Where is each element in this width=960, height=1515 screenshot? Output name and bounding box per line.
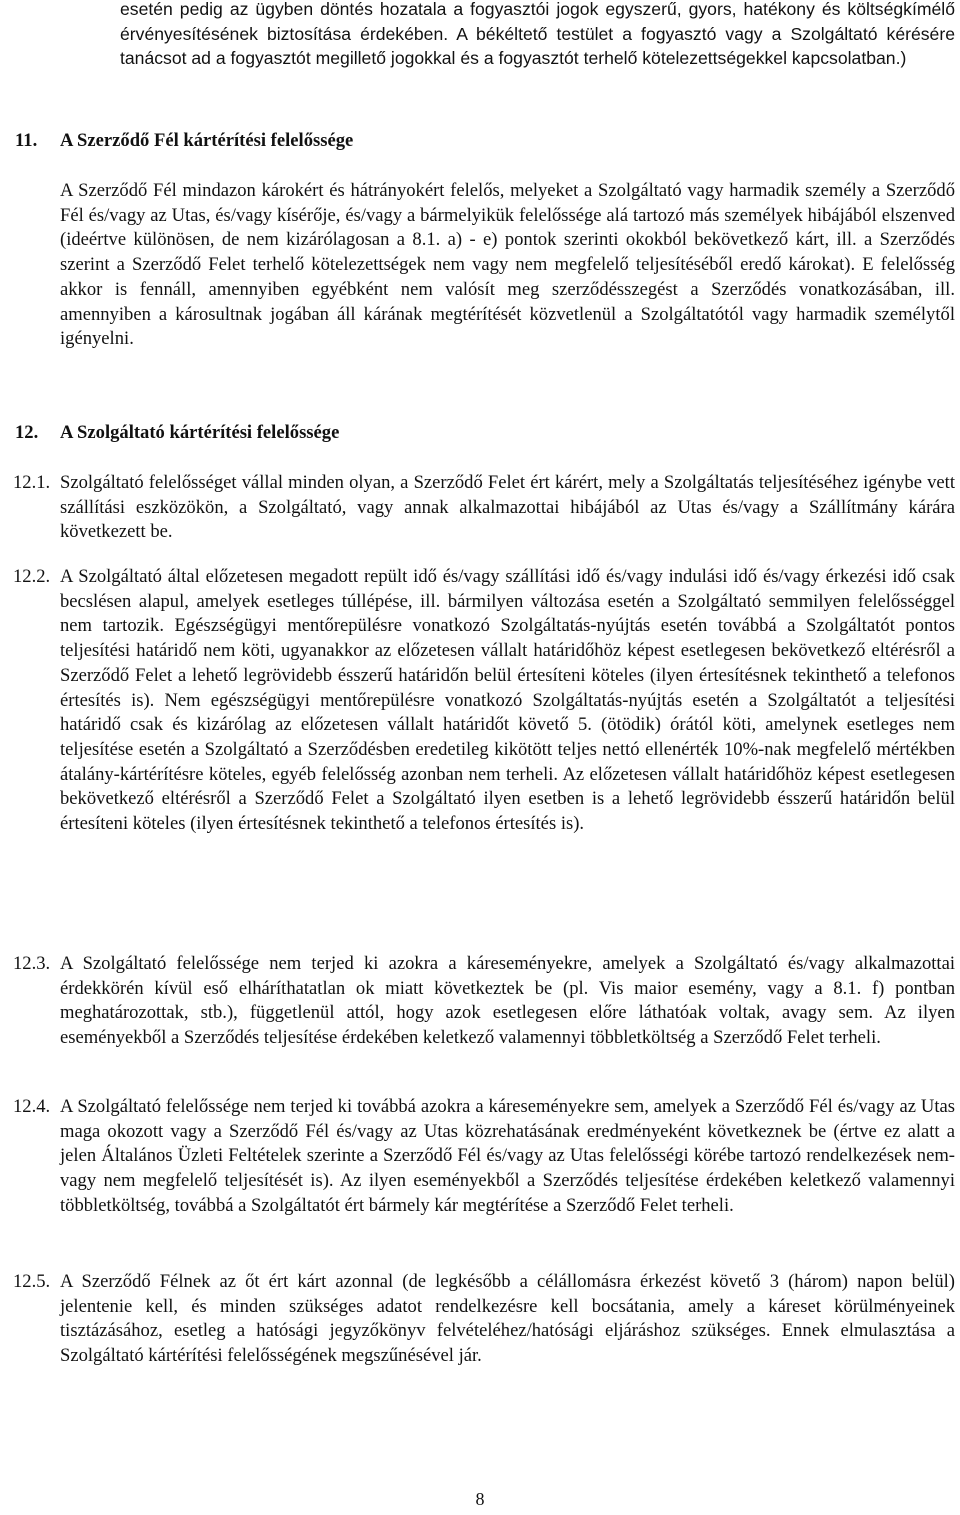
section-12-title: A Szolgáltató kártérítési felelőssége bbox=[60, 422, 340, 443]
clause-12-3-text: A Szolgáltató felelőssége nem terjed ki azokra a káreseményekre, amelyek a Szolgáltató és/vagy alkalmazottai érdekkörén kívül eső elháríthatatlan ok miatt következtek be (pl. Vis maior esemény, vagy a 8.1. f) pontban meghatározottak, stb.), függetlenül attól, hogy azok esetlegesen előre láthatóak voltak, avagy sem. Az ilyen eseményekből a Szerződés teljesítése érdekében keletkező valamennyi többletköltség a Szerződő Felet terheli. bbox=[60, 953, 955, 1049]
clause-12-5-text: A Szerződő Félnek az őt ért kárt azonnal (de legkésőbb a célállomásra érkezést követő 3 (három) napon belül) jelentenie kell, és minden szükséges adatot rendelkezésre kell bocsátania, amely a káreset körülményeinek tisztázásához, esetleg a hatósági jegyzőkönyv felvételéhez/hatósági eljáráshoz szükséges. Ennek elmulasztása a Szolgáltató kártérítési felelősségének megszűnésével jár. bbox=[60, 1271, 955, 1367]
clause-12-1-number: 12.1. bbox=[13, 472, 51, 493]
clause-12-2-text: A Szolgáltató által előzetesen megadott repült idő és/vagy szállítási idő és/vagy indulási idő és/vagy érkezési idő csak becslésen alapul, amelyek esetleges túllépése, ill. bármilyen változása esetén a Szolgáltató semmilyen felelősséggel nem tartozik. Egészségügyi mentőrepülésre vonatkozó Szolgáltatás-nyújtás esetén továbbá a Szolgáltatót pontos teljesítési határidő nem köti, ugyanakkor az előzetesen vállalt határidőhöz képest esetlegesen bekövetkező eltérésről a Szerződő Felet a lehető legrövidebb ésszerű határidőn belül értesíteni köteles (ilyen értesítésnek tekinthető a telefonos értesítés is). Nem egészségügyi mentőrepülésre vonatkozó Szolgáltatás-nyújtás esetén a Szolgáltatót a teljesítési határidő csak és kizárólag az előzetesen vállalt határidőt követő 5. (ötödik) órától köti, amelynek esetleges nem teljesítése esetén a Szolgáltató a Szerződésben eredetileg kikötött teljes nettó ellenérték 10%-nak megfelelő mértékben átalány-kártérítésre köteles, egyéb felelősség azonban nem terheli. Az előzetesen vállalt határidőhöz képest esetlegesen bekövetkező eltérésről a Szerződő Felet a Szolgáltató ilyen esetben is a lehető legrövidebb ésszerű határidőn belül értesíteni köteles (ilyen értesítésnek tekinthető a telefonos értesítés is). bbox=[60, 566, 955, 835]
section-12-number: 12. bbox=[15, 422, 39, 443]
section-12-heading bbox=[15, 421, 38, 446]
clause-12-4-number: 12.4. bbox=[13, 1096, 51, 1117]
section-11-body: A Szerződő Fél mindazon károkért és hátrányokért felelős, melyeket a Szolgáltató vagy harmadik személy a Szerződő Fél és/vagy az Utas, és/vagy kísérője, és/vagy a bármelyikük felelőssége alá tartozó más személyek hibájából elszenved (ideértve különösen, de nem kizárólagosan a 8.1. a) - e) pontok szerinti okokból bekövetkező kárt, ill. a Szerződés szerint a Szerződő Felet terhelő kötelezettségek nem vagy nem megfelelő teljesítéséből eredő károkat). E felelősség akkor is fennáll, amennyiben egyébként nem valósít meg szerződésszegést a Szerződés vonatkozásában, ill. amennyiben a károsultnak jogában áll kárának megtérítését közvetlenül a Szolgáltatótól vagy harmadik személytől igényelni. bbox=[60, 180, 955, 350]
section-11-number: 11. bbox=[15, 130, 38, 151]
clause-12-2-number: 12.2. bbox=[13, 566, 51, 587]
clause-12-3-number: 12.3. bbox=[13, 953, 51, 974]
section-11-heading bbox=[15, 129, 37, 154]
clause-12-5-number: 12.5. bbox=[13, 1271, 51, 1292]
section-11-title: A Szerződő Fél kártérítési felelőssége bbox=[60, 130, 354, 151]
intro-continuation-paragraph: esetén pedig az ügyben döntés hozatala a fogyasztói jogok egyszerű, gyors, hatékony és költségkímélő érvényesítésének biztosítása érdekében. A békéltető testület a fogyasztó vagy a Szolgáltató kérésére tanácsot ad a fogyasztót megillető jogokkal és a fogyasztót terhelő kötelezettségekkel kapcsolatban.) bbox=[120, 0, 955, 69]
clause-12-4-text: A Szolgáltató felelőssége nem terjed ki továbbá azokra a káreseményekre sem, amelyek a Szerződő Fél és/vagy az Utas maga okozott vagy a Szerződő Fél és/vagy az Utas közrehatásának eredményeként következnek be (értve ez alatt a jelen Általános Üzleti Feltételek szerinte a Szerződő Fél és/vagy az Utas felelősségi körébe tartozó rendelkezések nem- vagy nem megfelelő teljesítését is). Az ilyen eseményekből a Szerződés teljesítése érdekében keletkező valamennyi többletköltség, továbbá a Szolgáltatót ért bármely kár megtérítése a Szerződő Felet terheli. bbox=[60, 1096, 955, 1216]
clause-12-1-text: Szolgáltató felelősséget vállal minden olyan, a Szerződő Felet ért kárért, mely a Szolgáltatás teljesítéséhez igénybe vett szállítási eszközökön, a Szolgáltató, vagy annak alkalmazottai hibájából az Utas és/vagy a Szállítmány kárára következett be. bbox=[60, 472, 955, 543]
page-number: 8 bbox=[475, 1489, 485, 1509]
